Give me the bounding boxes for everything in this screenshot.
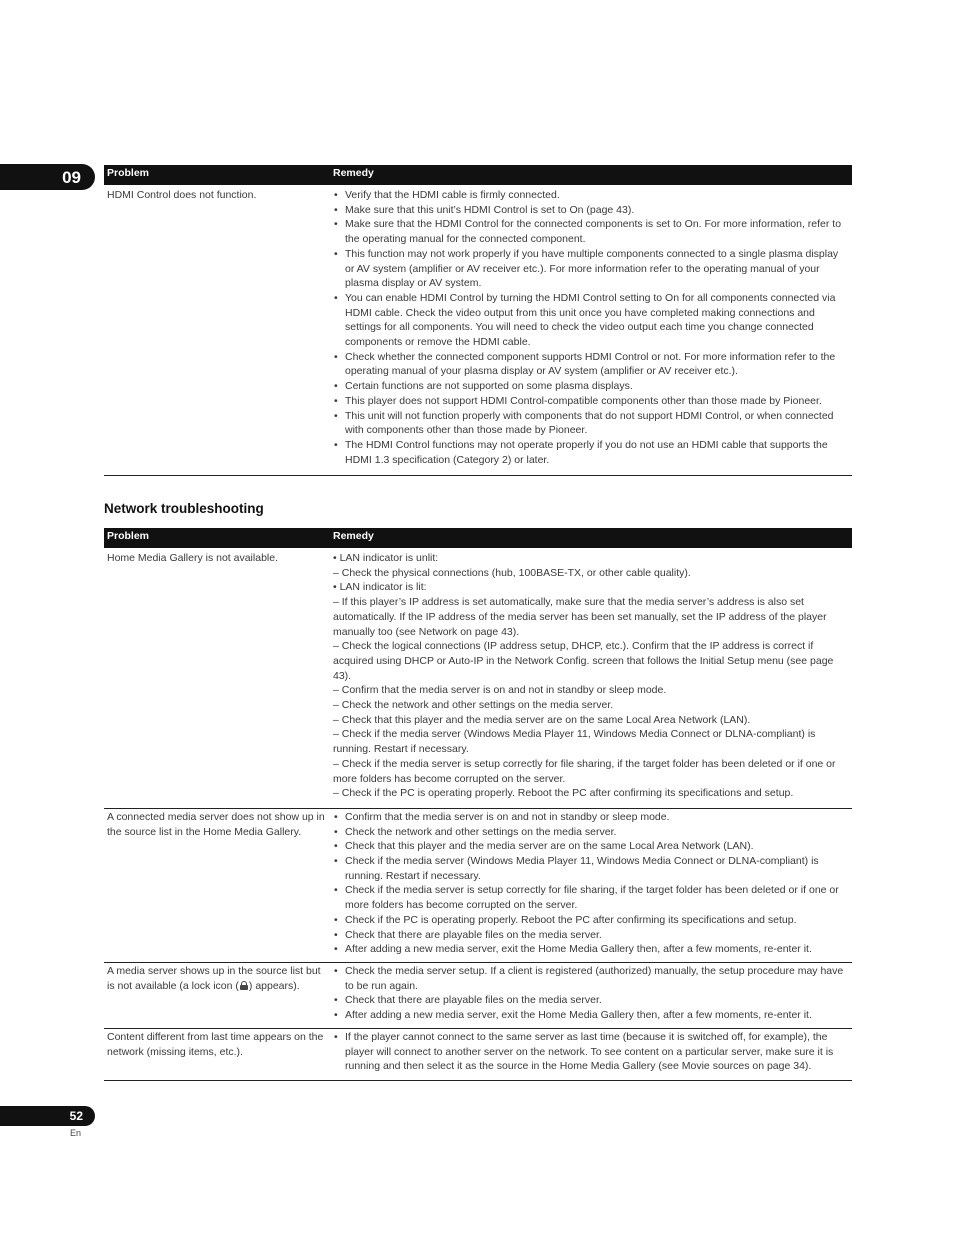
list-item: • Check that this player and the media server are on the same Local Area Network (LAN). <box>333 839 848 854</box>
list-item: • Check if the media server (Windows Media Player 11, Windows Media Connect or DLNA-compliant) is running. Restart if necessary. <box>333 854 848 883</box>
list-item: – Check if the PC is operating properly. Reboot the PC after confirming its specifications and setup. <box>333 787 794 800</box>
list-item: – Check if the media server is setup correctly for file sharing, if the target folder has been deleted or if one or more folders has become corrupted on the server. <box>333 757 836 785</box>
remedy-cell <box>333 551 852 801</box>
problem-cell: A connected media server does not show up in the source list in the Home Media Gallery. <box>107 810 325 838</box>
list-item: – Check that this player and the media server are on the same Local Area Network (LAN). <box>333 713 751 726</box>
remedy-list <box>333 551 848 801</box>
remedy-list <box>333 964 848 1023</box>
list-item: • Make sure that this unit’s HDMI Control is set to On (page 43). <box>333 203 848 218</box>
list-item: • LAN indicator is unlit: <box>333 552 439 564</box>
list-item: – Check the logical connections (IP address setup, DHCP, etc.). Confirm that the IP address is correct if acquired using DHCP or Auto-IP in the Network Config. screen that follows the Initial Setup menu (see page 43). <box>333 640 834 682</box>
remedy-list <box>333 1030 848 1074</box>
list-item: – Check the network and other settings on the media server. <box>333 699 614 712</box>
header-remedy: Remedy <box>333 167 374 179</box>
page-number: 52 <box>0 1106 95 1126</box>
list-item: • Make sure that the HDMI Control for the connected components is set to On. For more information, refer to the operating manual for the connected component. <box>333 217 848 246</box>
list-item: • Check the media server setup. If a client is registered (authorized) manually, the setup procedure may have to be run again. <box>333 964 848 993</box>
header-remedy: Remedy <box>333 530 374 542</box>
list-item: • After adding a new media server, exit the Home Media Gallery then, after a few moments, re-enter it. <box>333 1008 848 1023</box>
list-item: • This unit will not function properly with components that do not support HDMI Control, or when connected with components other than those made by Pioneer. <box>333 409 848 438</box>
problem-cell <box>104 964 333 1023</box>
header-problem: Problem <box>107 167 150 179</box>
chapter-tab: 09 <box>0 164 95 190</box>
remedy-cell <box>333 188 852 467</box>
table-row <box>104 963 852 1029</box>
list-item: • If the player cannot connect to the same server as last time (because it is switched off, for example), the player will connect to another server on the network. To see content on a particular server, make sure it is running and then select it as the source in the Home Media Gallery (see Movie sources on page 34). <box>333 1030 848 1074</box>
section-title: Network troubleshooting <box>104 501 264 516</box>
list-item: – Check if the media server (Windows Media Player 11, Windows Media Connect or DLNA-compliant) is running. Restart if necessary. <box>333 728 816 756</box>
list-item: • You can enable HDMI Control by turning the HDMI Control setting to On for all components connected via HDMI cable. Check the video output from this unit once you have completed making connections and settings for all components. You will need to check the video output each time you change connected components or remove the HDMI cable. <box>333 291 848 350</box>
list-item: • Check that there are playable files on the media server. <box>333 928 848 943</box>
problem-text: ) appears). <box>248 979 300 992</box>
header-problem: Problem <box>107 530 150 542</box>
page-language: En <box>70 1128 82 1138</box>
remedy-cell <box>333 964 852 1023</box>
remedy-list <box>333 188 848 467</box>
problem-cell: Content different from last time appears on the network (missing items, etc.). <box>107 1030 324 1058</box>
list-item: – Check the physical connections (hub, 100BASE-TX, or other cable quality). <box>333 566 691 579</box>
problem-cell: HDMI Control does not function. <box>107 189 257 201</box>
table-header <box>104 165 852 185</box>
list-item: • LAN indicator is lit: <box>333 581 427 594</box>
hdmi-troubleshooting-table <box>104 165 852 476</box>
list-item: • Check the network and other settings on the media server. <box>333 825 848 840</box>
table-header <box>104 528 852 548</box>
lock-icon <box>240 981 248 990</box>
list-item: – Confirm that the media server is on and not in standby or sleep mode. <box>333 684 667 697</box>
problem-text: A media server shows up in the source list but is not available (a lock icon ( <box>107 964 321 992</box>
list-item: • After adding a new media server, exit the Home Media Gallery then, after a few moments, re-enter it. <box>333 942 848 957</box>
table-row <box>104 809 852 963</box>
remedy-cell <box>333 1030 852 1074</box>
list-item: • This function may not work properly if you have multiple components connected to a single plasma display or AV system (amplifier or AV receiver etc.). For more information refer to the operating manual of your plasma display or AV system. <box>333 247 848 291</box>
table-row <box>104 185 852 476</box>
table-row <box>104 548 852 809</box>
list-item: • Check whether the connected component supports HDMI Control or not. For more information refer to the operating manual of your plasma display or AV system (amplifier or AV receiver etc.). <box>333 350 848 379</box>
list-item: • Certain functions are not supported on some plasma displays. <box>333 379 848 394</box>
problem-cell: Home Media Gallery is not available. <box>107 552 278 564</box>
list-item: – If this player’s IP address is set automatically, make sure that the media server’s address is also set automatically. If the IP address of the media server has been set manually, set the IP address of the player manually too (see Network on page 43). <box>333 596 827 638</box>
remedy-cell <box>333 810 852 957</box>
list-item: • Check if the PC is operating properly. Reboot the PC after confirming its specifications and setup. <box>333 913 848 928</box>
remedy-list <box>333 810 848 957</box>
list-item: • This player does not support HDMI Control-compatible components other than those made by Pioneer. <box>333 394 848 409</box>
list-item: • The HDMI Control functions may not operate properly if you do not use an HDMI cable that supports the HDMI 1.3 specification (Category 2) or later. <box>333 438 848 467</box>
network-troubleshooting-table <box>104 528 852 1081</box>
list-item: • Check if the media server is setup correctly for file sharing, if the target folder has been deleted or if one or more folders has become corrupted on the server. <box>333 883 848 912</box>
list-item: • Confirm that the media server is on and not in standby or sleep mode. <box>333 810 848 825</box>
table-row <box>104 1029 852 1081</box>
list-item: • Verify that the HDMI cable is firmly connected. <box>333 188 848 203</box>
list-item: • Check that there are playable files on the media server. <box>333 993 848 1008</box>
